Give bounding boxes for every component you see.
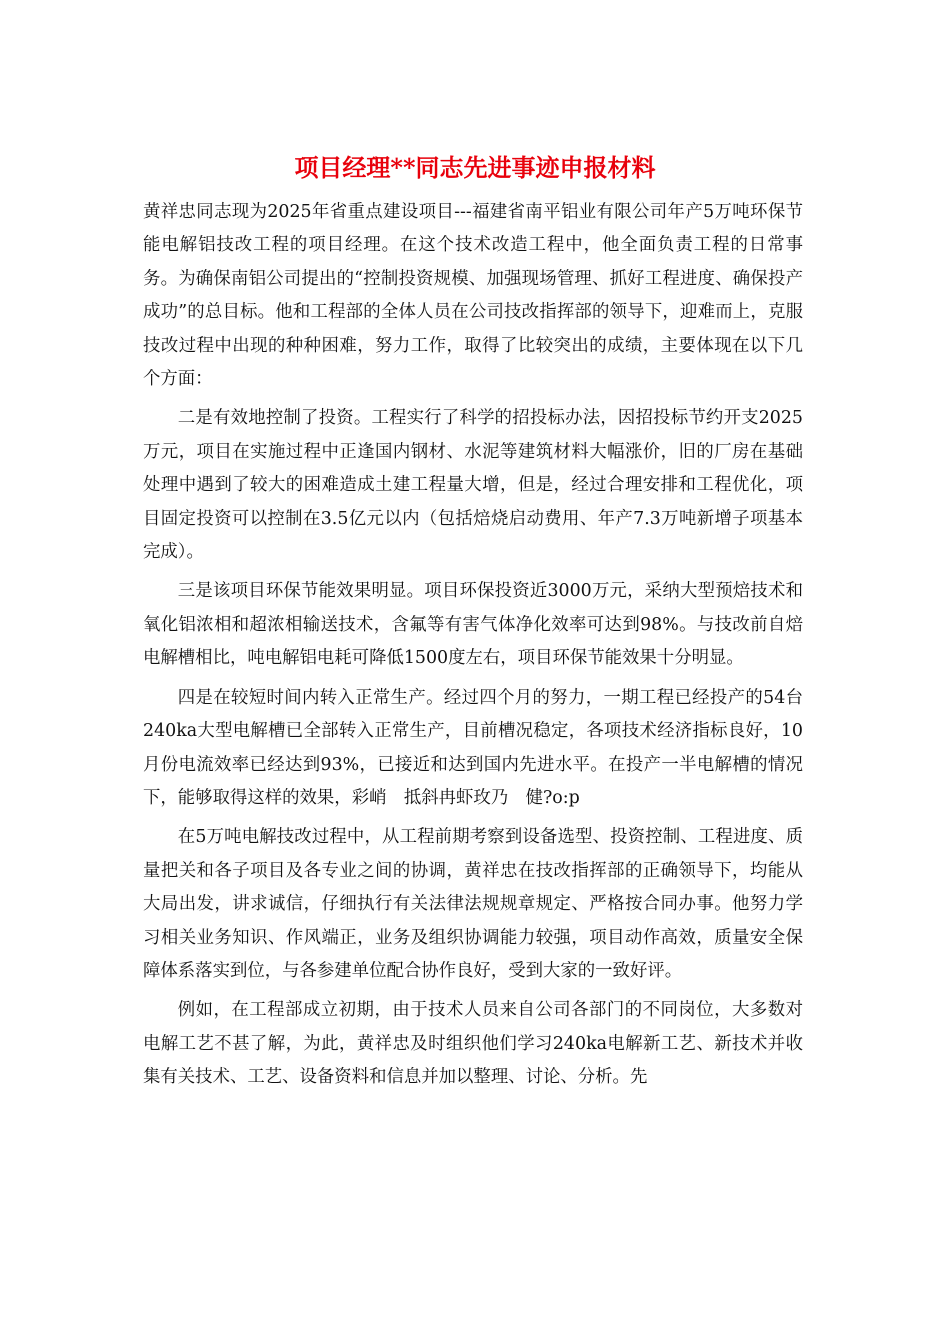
- document-title: 项目经理**同志先进事迹申报材料: [294, 153, 656, 182]
- paragraph-example: 例如，在工程部成立初期，由于技术人员来自公司各部门的不同岗位，大多数对电解工艺不甚了解，为此，黄祥忠及时组织他们学习240ka电解新工艺、新技术并收集有关技术、工艺、设备资料和信息并加以整理、讨论、分析。先: [143, 1000, 803, 1088]
- paragraph-environmental-energy: 三是该项目环保节能效果明显。项目环保投资近3000万元，采纳大型预焙技术和氧化铝浓相和超浓相输送技术，含氟等有害气体净化效率可达到98%。与技改前自焙电解槽相比，吨电解铝电耗可降低1500度左右，项目环保节能效果十分明显。: [143, 581, 803, 669]
- paragraph-coordination: 在5万吨电解技改过程中，从工程前期考察到设备选型、投资控制、工程进度、质量把关和各子项目及各专业之间的协调，黄祥忠在技改指挥部的正确领导下，均能从大局出发，讲求诚信，仔细执行有关法律法规规章规定、严格按合同办事。他努力学习相关业务知识、作风端正，业务及组织协调能力较强，项目动作高效，质量安全保障体系落实到位，与各参建单位配合协作良好，受到大家的一致好评。: [143, 827, 803, 981]
- document-body: [143, 196, 803, 1101]
- paragraph-investment-control: 二是有效地控制了投资。工程实行了科学的招投标办法，因招投标节约开支2025万元，项目在实施过程中正逢国内钢材、水泥等建筑材料大幅涨价，旧的厂房在基础处理中遇到了较大的困难造成土建工程量大增，但是，经过合理安排和工程优化，项目固定投资可以控制在3.5亿元以内（包括焙烧启动费用、年产7.3万吨新增子项基本完成）。: [143, 408, 803, 563]
- paragraph-intro: 黄祥忠同志现为2025年省重点建设项目---福建省南平铝业有限公司年产5万吨环保节能电解铝技改工程的项目经理。在这个技术改造工程中，他全面负责工程的日常事务。为确保南铝公司提出的“控制投资规模、加强现场管理、抓好工程进度、确保投产成功”的总目标。他和工程部的全体人员在公司技改指挥部的领导下，迎难而上，克服技改过程中出现的种种困难，努力工作，取得了比较突出的成绩，主要体现在以下几个方面：: [143, 202, 803, 390]
- paragraph-normal-production: 四是在较短时间内转入正常生产。经过四个月的努力，一期工程已经投产的54台240ka大型电解槽已全部转入正常生产，目前槽况稳定，各项技术经济指标良好，10月份电流效率已经达到93%，已接近和达到国内先进水平。在投产一半电解槽的情况下，能够取得这样的效果，彩峭 抵斜冉虾玫乃 健?o:p: [143, 687, 803, 808]
